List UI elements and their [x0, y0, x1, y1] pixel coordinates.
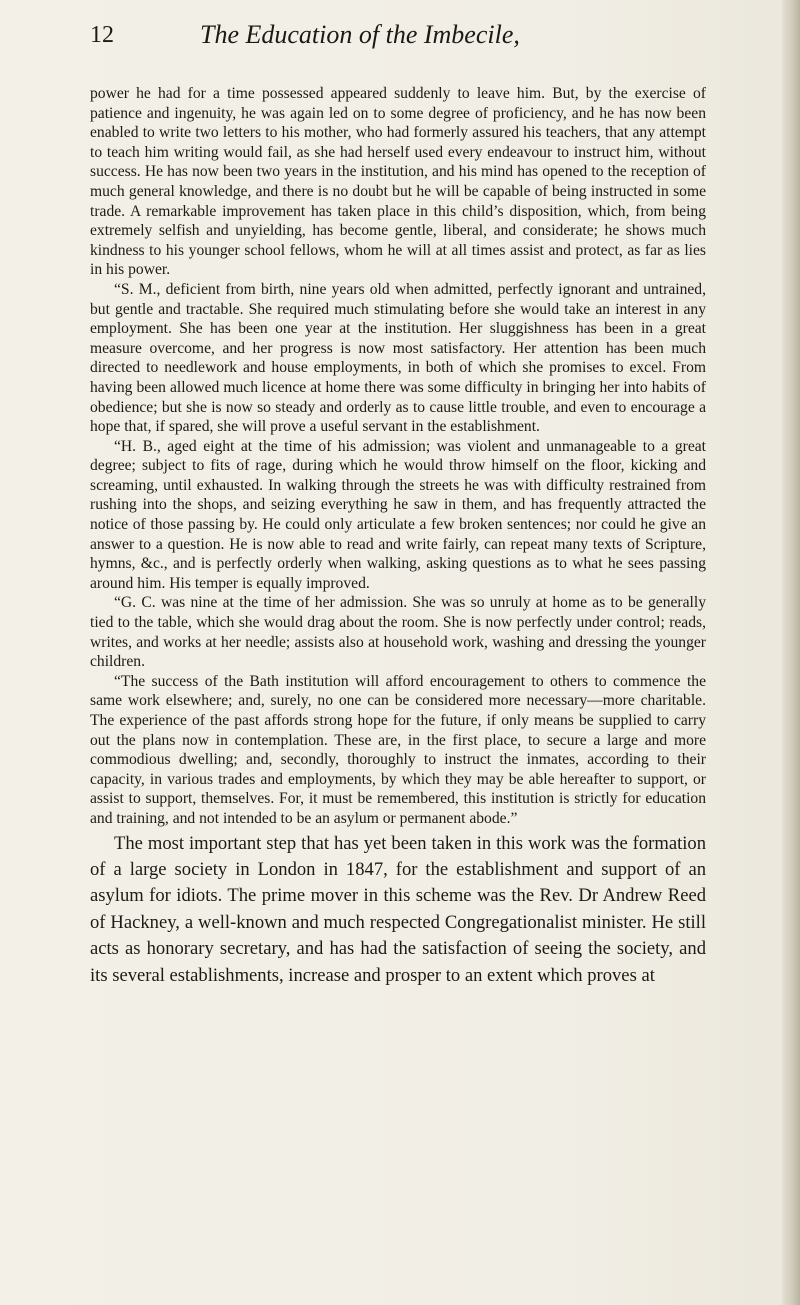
paragraph-bath-institution: “The success of the Bath institution will afford encouragement to others to commence the same work elsewhere; and, surely, no one can be considered more necessary—more charitable. The experience of the past affords strong hope for the future, if only means be supplied to carry out the plans now in contemplation. These are, in the first place, to secure a large and more commodious dwelling; and, secondly, thoroughly to instruct the inmates, according to their capacity, in various trades and employments, by which they may be able hereafter to support, or assist to support, themselves. For, it must be remembered, this institution is strictly for education and training, and not intended to be an asylum or permanent abode.”	[90, 672, 706, 827]
paragraph-case-hb: “H. B., aged eight at the time of his admission; was violent and unmanageable to a great degree; subject to fits of rage, during which he would throw himself on the floor, kicking and screaming, until exhausted. In walking through the streets he was with difficulty restrained from rushing into the shops, and seizing everything he saw in them, and has frequently attracted the notice of those passing by. He could only articulate a few broken sentences; nor could he give an answer to a question. He is now able to read and write fairly, can repeat many texts of Scripture, hymns, &c., and is perfectly orderly when walking, asking questions as to what he sees passing around him. His temper is equally improved.	[90, 437, 706, 592]
paragraph-case-sm: “S. M., deficient from birth, nine years old when admitted, perfectly ignorant and untrained, but gentle and tractable. She required much stimulating before she would take an interest in any employment. She has been one year at the institution. Her sluggishness has been in a great measure overcome, and her progress is now most satisfactory. Her attention has been much directed to needlework and house employments, in both of which she promises to excel. From having been allowed much licence at home there was some difficulty in bringing her into habits of obedience; but she is now so steady and orderly as to cause little trouble, and even to encourage a hope that, if spared, she will prove a useful servant in the establishment.	[90, 280, 706, 436]
paragraph-london-society: The most important step that has yet been taken in this work was the formation of a large society in London in 1847, for the establishment and support of an asylum for idiots. The prime mover in this scheme was the Rev. Dr Andrew Reed of Hackney, a well-known and much respected Congregationalist minister. He still acts as honorary secretary, and has had the satisfaction of seeing the society, and its several establishments, increase and prosper to an extent which proves at	[90, 832, 706, 986]
body-text	[90, 84, 706, 989]
paragraph-case-gc: “G. C. was nine at the time of her admission. She was so unruly at home as to be generally tied to the table, which she would drag about the room. She is now perfectly under control; reads, writes, and works at her needle; assists also at household work, washing and dressing the younger children.	[90, 594, 706, 671]
page-edge-shadow	[782, 0, 800, 1305]
page-header	[90, 20, 730, 56]
running-title: The Education of the Imbecile,	[200, 20, 520, 49]
quoted-case-reports	[90, 84, 706, 829]
page-number: 12	[90, 22, 114, 48]
paragraph-continuation: power he had for a time possessed appeared suddenly to leave him. But, by the exercise of patience and ingenuity, he was again led on to some degree of proficiency, and he has now been enabled to write two letters to his mother, who had formerly assured his teachers, that any attempt to teach him writing would fail, as she had herself used every endeavour to instruct him, without success. He has now been two years in the institution, and his mind has opened to the reception of much general knowledge, and there is no doubt but he will be capable of being instructed in some trade. A remarkable improvement has taken place in this child’s disposition, which, from being extremely selfish and unyielding, has become gentle, liberal, and considerate; he shows much kindness to his younger school fellows, whom he will at all times assist and protect, as far as lies in his power.	[90, 85, 706, 279]
